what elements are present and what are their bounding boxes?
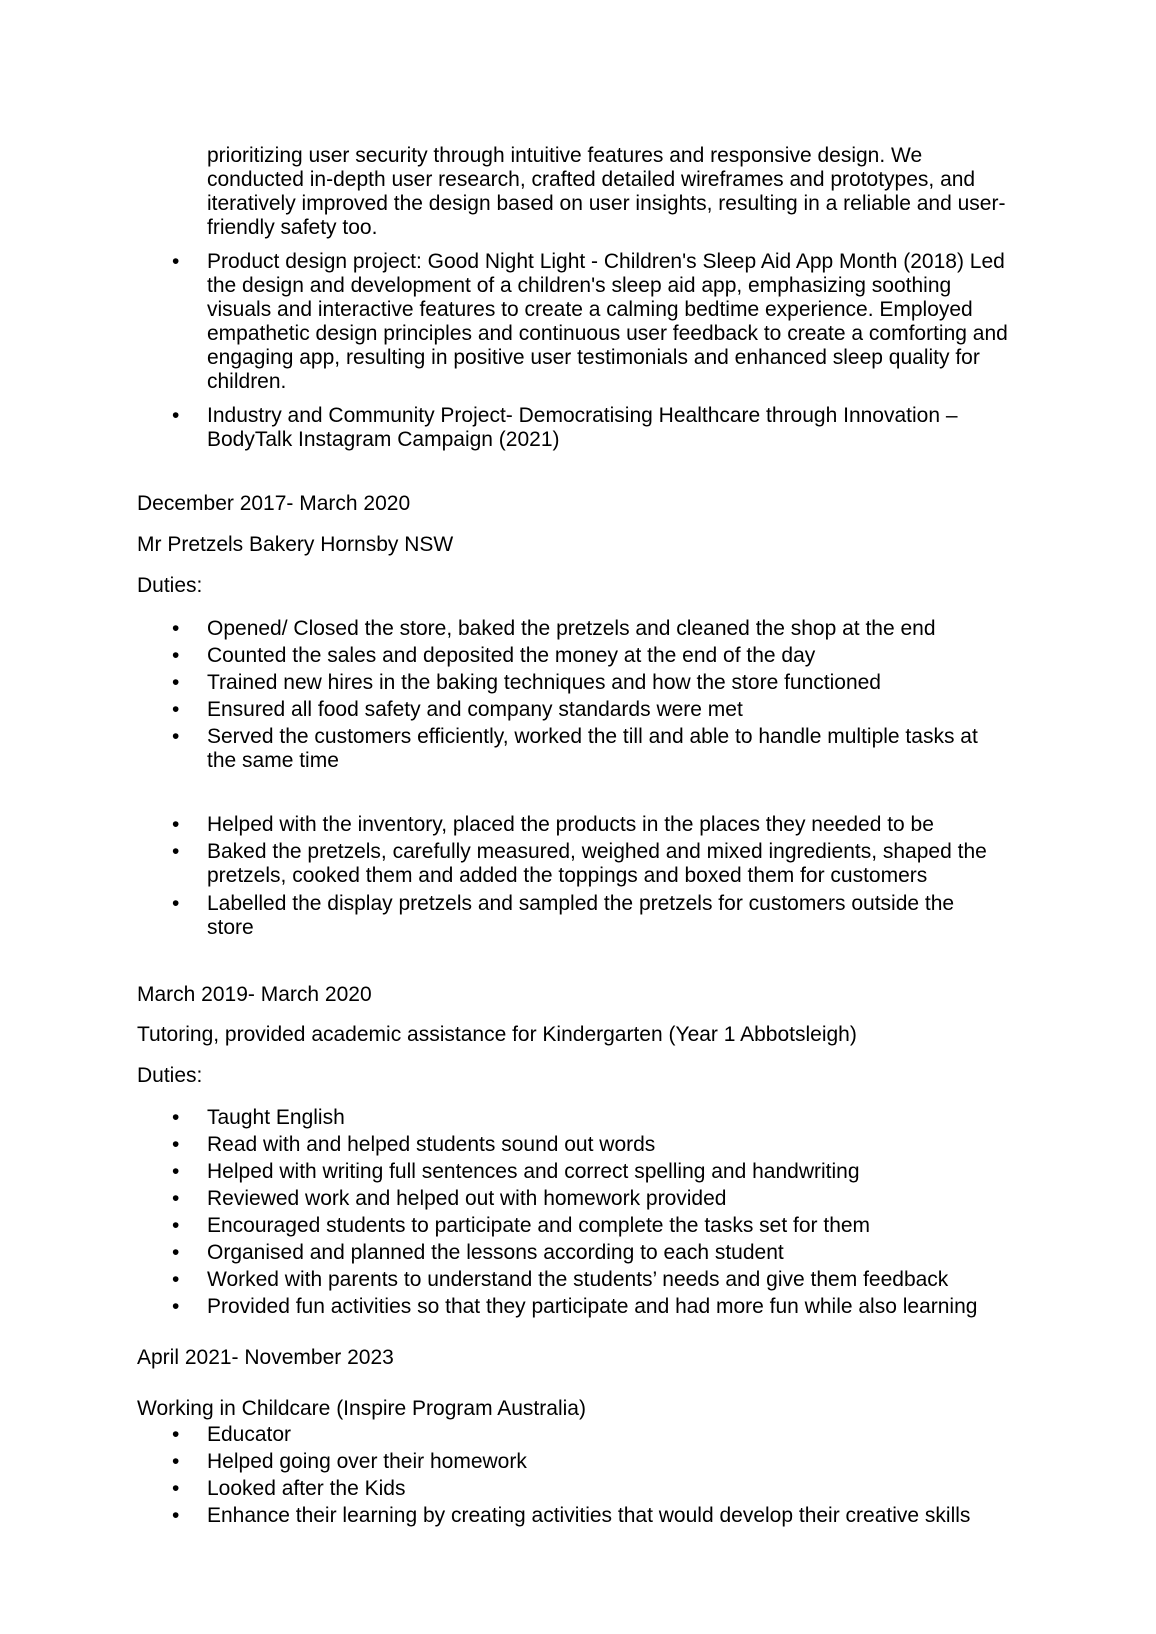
project-text-line: iteratively improved the design based on user insights, resulting in a reliable and user- (207, 192, 1006, 215)
project-text-line: friendly safety too. (207, 216, 378, 239)
duty-item: Served the customers efficiently, worked the till and able to handle multiple tasks at (207, 725, 978, 748)
duty-item: Reviewed work and helped out with homework provided (207, 1187, 727, 1210)
duty-item: Helped with the inventory, placed the products in the places they needed to be (207, 813, 934, 836)
duty-item: Organised and planned the lessons according to each student (207, 1241, 784, 1264)
duty-item: pretzels, cooked them and added the toppings and boxed them for customers (207, 864, 928, 887)
duty-item: Encouraged students to participate and complete the tasks set for them (207, 1214, 871, 1237)
project-text-line: visuals and interactive features to create a calming bedtime experience. Employed (207, 298, 973, 321)
job-date: April 2021- November 2023 (137, 1346, 394, 1369)
job-employer: Working in Childcare (Inspire Program Australia) (137, 1397, 586, 1420)
bullet-icon: • (172, 1477, 180, 1500)
project-text-line: empathetic design principles and continuous user feedback to create a comforting and (207, 322, 1008, 345)
bullet-icon: • (172, 725, 180, 748)
bullet-icon: • (172, 617, 180, 640)
duties-label: Duties: (137, 574, 203, 597)
bullet-icon: • (172, 813, 180, 836)
duty-item: Provided fun activities so that they participate and had more fun while also learning (207, 1295, 978, 1318)
duty-item: Helped going over their homework (207, 1450, 527, 1473)
duty-item: Helped with writing full sentences and correct spelling and handwriting (207, 1160, 860, 1183)
duty-item: Trained new hires in the baking techniques and how the store functioned (207, 671, 881, 694)
duty-item: Worked with parents to understand the students’ needs and give them feedback (207, 1268, 949, 1291)
duty-item: Enhance their learning by creating activities that would develop their creative skills (207, 1504, 971, 1527)
bullet-icon: • (172, 1241, 180, 1264)
duty-item: Educator (207, 1423, 292, 1446)
job-employer: Tutoring, provided academic assistance for Kindergarten (Year 1 Abbotsleigh) (137, 1023, 857, 1046)
bullet-icon: • (172, 644, 180, 667)
project-text-line: BodyTalk Instagram Campaign (2021) (207, 428, 560, 451)
bullet-icon: • (172, 1450, 180, 1473)
duty-item: Looked after the Kids (207, 1477, 406, 1500)
duties-label: Duties: (137, 1064, 203, 1087)
bullet-icon: • (172, 1268, 180, 1291)
bullet-icon: • (172, 1106, 180, 1129)
duty-item: Ensured all food safety and company standards were met (207, 698, 743, 721)
project-text-line: conducted in-depth user research, crafted detailed wireframes and prototypes, and (207, 168, 976, 191)
bullet-icon: • (172, 1504, 180, 1527)
duty-item: Taught English (207, 1106, 345, 1129)
bullet-icon: • (172, 671, 180, 694)
project-text-line: Product design project: Good Night Light - Children's Sleep Aid App Month (2018) Led (207, 250, 1005, 273)
project-text-line: prioritizing user security through intuitive features and responsive design. We (207, 144, 923, 167)
bullet-icon: • (172, 1187, 180, 1210)
bullet-icon: • (172, 250, 180, 273)
duty-item: Opened/ Closed the store, baked the pretzels and cleaned the shop at the end (207, 617, 936, 640)
bullet-icon: • (172, 404, 180, 427)
job-date: December 2017- March 2020 (137, 492, 411, 515)
project-text-line: Industry and Community Project- Democratising Healthcare through Innovation – (207, 404, 958, 427)
duty-item: Labelled the display pretzels and sampled the pretzels for customers outside the (207, 892, 955, 915)
job-date: March 2019- March 2020 (137, 983, 372, 1006)
duty-item: Baked the pretzels, carefully measured, weighed and mixed ingredients, shaped the (207, 840, 987, 863)
bullet-icon: • (172, 698, 180, 721)
bullet-icon: • (172, 892, 180, 915)
project-text-line: engaging app, resulting in positive user testimonials and enhanced sleep quality for (207, 346, 980, 369)
bullet-icon: • (172, 1214, 180, 1237)
duty-item: Counted the sales and deposited the money at the end of the day (207, 644, 816, 667)
project-text-line: the design and development of a children's sleep aid app, emphasizing soothing (207, 274, 952, 297)
duty-item: Read with and helped students sound out words (207, 1133, 656, 1156)
bullet-icon: • (172, 840, 180, 863)
job-employer: Mr Pretzels Bakery Hornsby NSW (137, 533, 454, 556)
duty-item: store (207, 916, 254, 939)
bullet-icon: • (172, 1423, 180, 1446)
project-text-line: children. (207, 370, 287, 393)
bullet-icon: • (172, 1133, 180, 1156)
bullet-icon: • (172, 1160, 180, 1183)
bullet-icon: • (172, 1295, 180, 1318)
duty-item: the same time (207, 749, 339, 772)
